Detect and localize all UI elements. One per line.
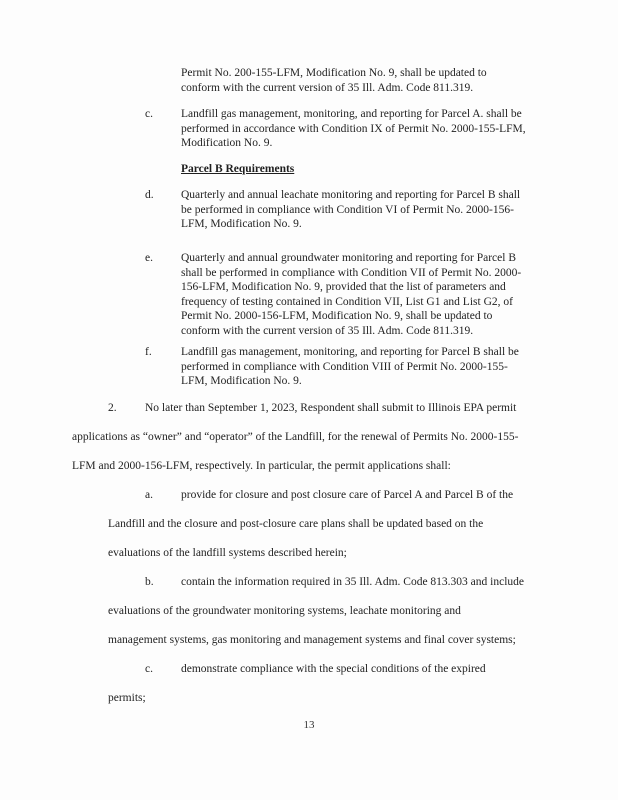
sub-a-line: evaluations of the landfill systems described herein; [108,547,347,559]
text-line: Modification No. 9. [181,137,273,150]
text-line: performed in compliance with Condition VIII of Permit No. 2000-155- [181,360,508,373]
item-c-label: c. [145,108,153,120]
item-c-text [181,107,526,151]
sub-b-label: b. [145,576,154,588]
sub-b-line: contain the information required in 35 Ill. Adm. Code 813.303 and include [181,576,525,588]
text-line: Permit No. 2000-156-LFM, Modification No. 9, shall be updated to [181,310,493,323]
sub-b-line: management systems, gas monitoring and management systems and final cover systems; [108,634,516,646]
text-line: performed in accordance with Condition IX of Permit No. 2000-155-LFM, [181,122,526,135]
item-e-label: e. [145,252,153,264]
sub-c-label: c. [145,663,153,675]
text-line: Quarterly and annual leachate monitoring and reporting for Parcel B shall [181,189,521,201]
paragraph-2-line: applications as “owner” and “operator” of the Landfill, for the renewal of Permits No. 2000-155- [72,431,519,443]
item-d-label: d. [145,189,154,201]
text-line: Landfill gas management, monitoring, and reporting for Parcel B shall be [181,346,519,358]
text-line: LFM, Modification No. 9. [181,218,302,231]
text-line: LFM, Modification No. 9. [181,375,302,388]
sub-a-label: a. [145,489,153,501]
sub-b-line: evaluations of the groundwater monitoring systems, leachate monitoring and [108,605,461,617]
continuation-text [181,66,487,95]
sub-c-line: permits; [108,692,146,704]
text-line: be performed in compliance with Condition VI of Permit No. 2000-156- [181,203,514,216]
text-line: Quarterly and annual groundwater monitoring and reporting for Parcel B [181,252,516,264]
item-e-text [181,251,521,339]
text-line: conform with the current version of 35 Ill. Adm. Code 811.319. [181,324,474,337]
text-line: conform with the current version of 35 Ill. Adm. Code 811.319. [181,81,474,94]
text-line: Permit No. 200-155-LFM, Modification No. 9, shall be updated to [181,67,487,79]
item-f-label: f. [145,346,152,358]
paragraph-2-line: LFM and 2000-156-LFM, respectively. In particular, the permit applications shall: [72,460,451,472]
item-f-text [181,345,519,389]
paragraph-2-line: No later than September 1, 2023, Respondent shall submit to Illinois EPA permit [145,402,517,414]
parcel-b-heading: Parcel B Requirements [181,163,295,175]
sub-c-line: demonstrate compliance with the special conditions of the expired [181,663,486,675]
sub-a-line: provide for closure and post closure care of Parcel A and Parcel B of the [181,489,514,501]
text-line: Landfill gas management, monitoring, and reporting for Parcel A. shall be [181,108,522,120]
text-line: 156-LFM, Modification No. 9, provided that the list of parameters and [181,281,506,294]
page-number: 13 [303,719,315,731]
item-d-text [181,188,520,232]
paragraph-2-label: 2. [108,402,117,414]
text-line: shall be performed in compliance with Condition VII of Permit No. 2000- [181,266,522,279]
sub-a-line: Landfill and the closure and post-closure care plans shall be updated based on the [108,518,484,530]
text-line: frequency of testing contained in Condition VII, List G1 and List G2, of [181,295,513,308]
